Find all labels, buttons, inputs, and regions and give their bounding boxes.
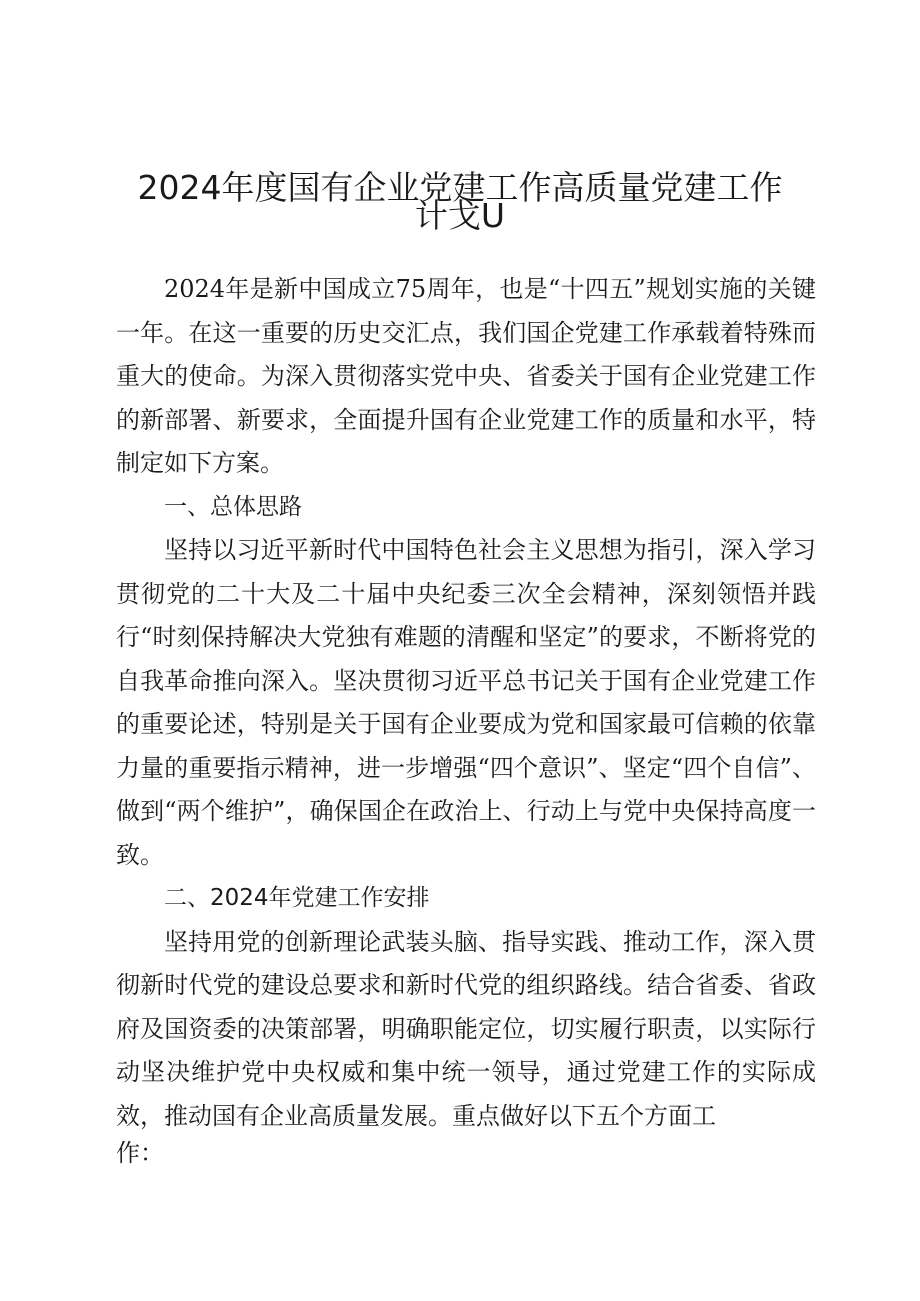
- document-title-line-2: 计戈U: [414, 196, 506, 235]
- paragraph-work-arrangement: 坚持用党的创新理论武装头脑、指导实践、推动工作，深入贯彻新时代党的建设总要求和新时代党的组织路线。结合省委、省政府及国资委的决策部署，明确职能定位，切实履行职责，以实际行动坚决维护党中央权威和集中统一领导，通过党建工作的实际成效，推动国有企业高质量发展。重点做好以下五个方面工: [116, 927, 816, 1130]
- paragraph-intro: 2024年是新中国成立75周年，也是“十四五”规划实施的关键一年。在这一重要的历史交汇点，我们国企党建工作承载着特殊而重大的使命。为深入贯彻落实党中央、省委关于国有企业党建工作的新部署、新要求，全面提升国有企业党建工作的质量和水平，特制定如下方案。: [116, 275, 816, 477]
- paragraph-overall-approach: 坚持以习近平新时代中国特色社会主义思想为指引，深入学习贯彻党的二十大及二十届中央纪委三次全会精神，深刻领悟并践行“时刻保持解决大党独有难题的清醒和坚定”的要求，不断将党的自我革命推向深入。坚决贯彻习近平总书记关于国有企业党建工作的重要论述，特别是关于国有企业要成为党和国家最可信赖的依靠力量的重要指示精神，进一步增强“四个意识”、坚定“四个自信”、做到“两个维护”，确保国企在政治上、行动上与党中央保持高度一致。: [116, 536, 816, 869]
- document-body: [116, 268, 816, 1168]
- paragraph-tail: 作：: [116, 1139, 164, 1167]
- section-heading-2: 二、2024年党建工作安排: [164, 885, 430, 911]
- section-heading-1: 一、总体思路: [164, 493, 302, 520]
- document-title-line-1: 2024年度国有企业党建工作高质量党建工作: [137, 168, 783, 207]
